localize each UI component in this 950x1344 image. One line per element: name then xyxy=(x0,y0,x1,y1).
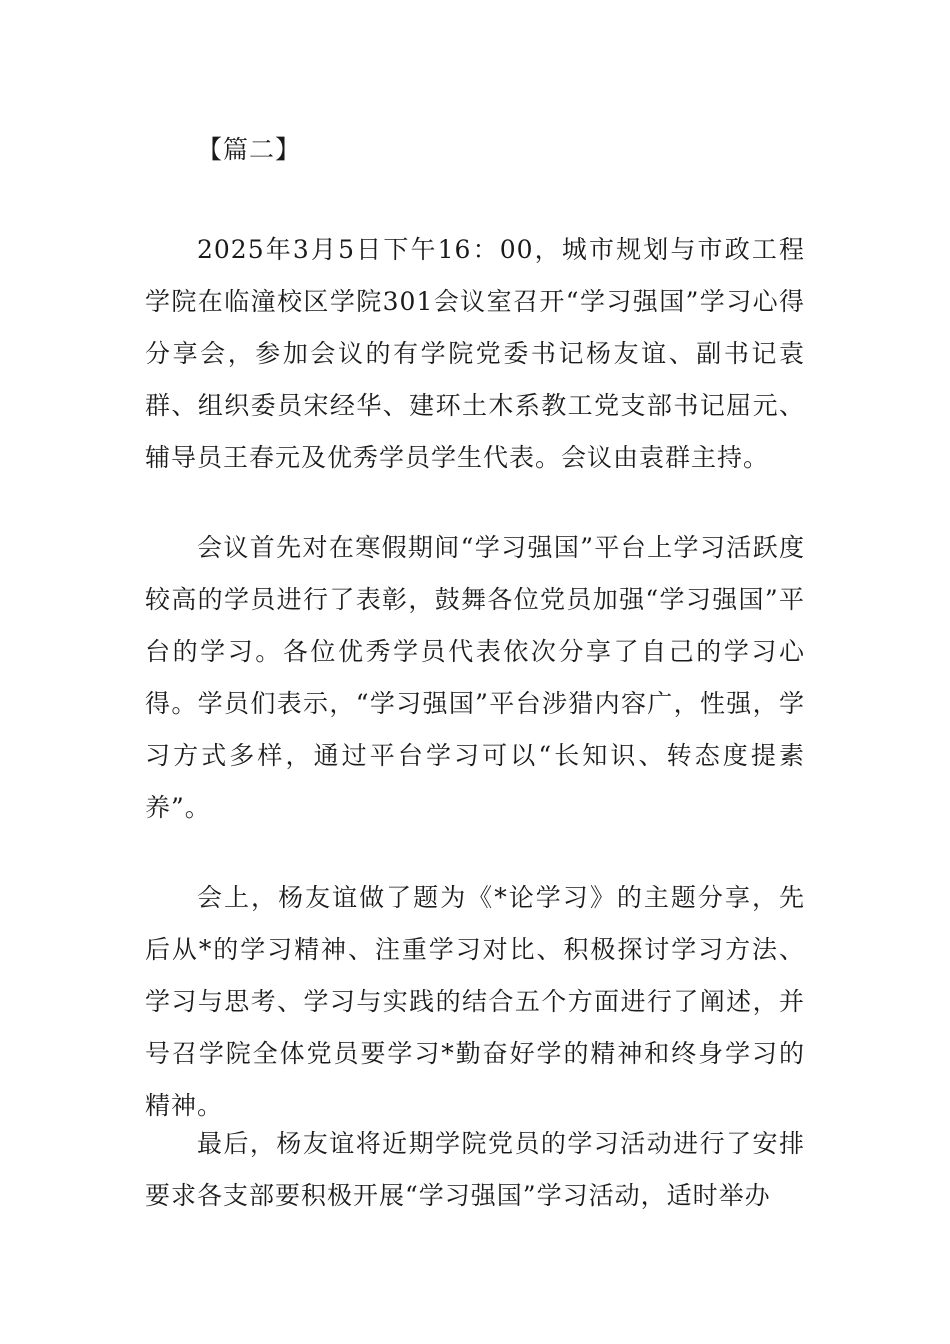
paragraph-closing: 最后，杨友谊将近期学院党员的学习活动进行了安排要求各支部要积极开展“学习强国”学习活动，适时举办 xyxy=(145,1129,805,1210)
paragraph-theme-sharing: 会上，杨友谊做了题为《*论学习》的主题分享，先后从*的学习精神、注重学习对比、积极探讨学习方法、学习与思考、学习与实践的结合五个方面进行了阐述，并号召学院全体党员要学习*勤奋好学的精神和终身学习的精神。 xyxy=(145,883,805,1120)
paragraph-commendation: 会议首先对在寒假期间“学习强国”平台上学习活跃度较高的学员进行了表彰，鼓舞各位党员加强“学习强国”平台的学习。各位优秀学员代表依次分享了自己的学习心得。学员们表示，“学习强国”平台涉猎内容广，性强，学习方式多样，通过平台学习可以“长知识、转态度提素养”。 xyxy=(145,533,805,822)
section-heading: 【篇二】 xyxy=(197,135,302,164)
paragraph-meeting-intro: 2025年3月5日下午16：00，城市规划与市政工程学院在临潼校区学院301会议室召开“学习强国”学习心得分享会，参加会议的有学院党委书记杨友谊、副书记袁群、组织委员宋经华、建环土木系教工党支部书记屈元、辅导员王春元及优秀学员学生代表。会议由袁群主持。 xyxy=(145,235,805,472)
